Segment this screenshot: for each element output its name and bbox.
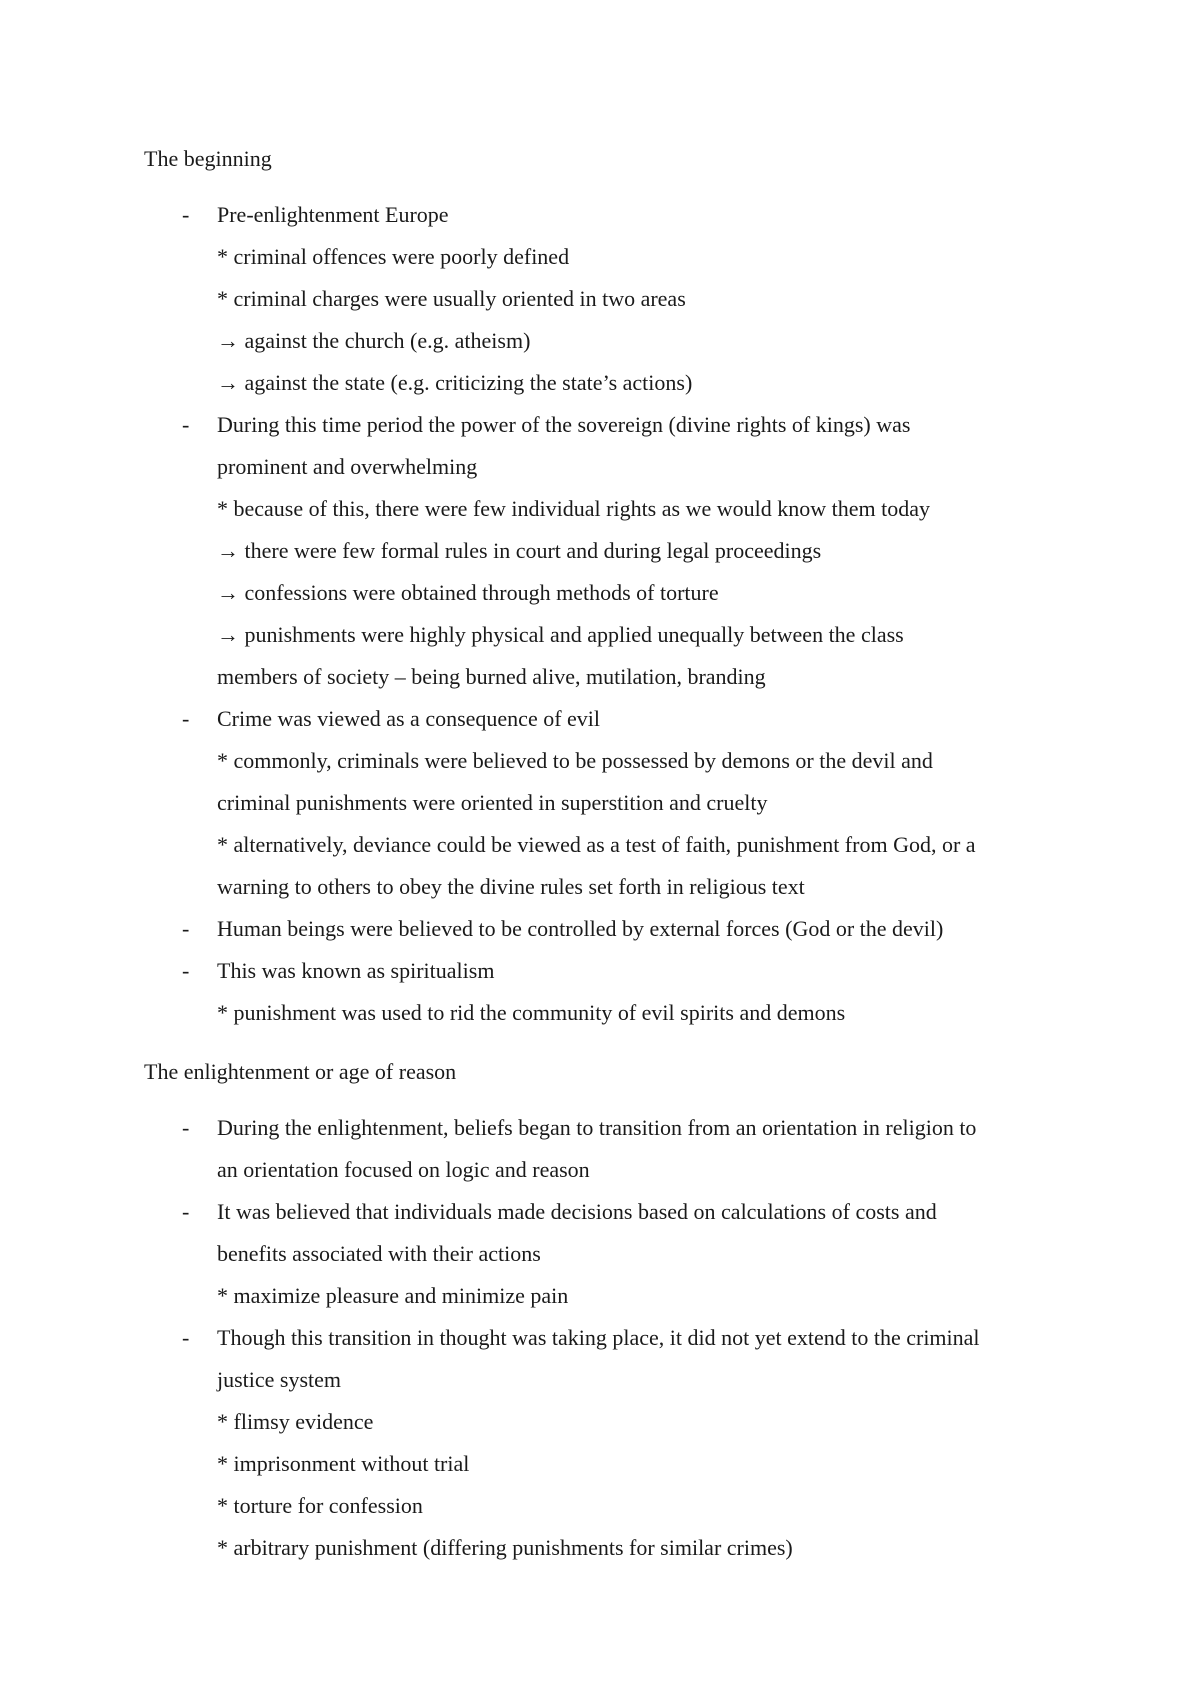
section-heading: The beginning xyxy=(144,146,272,171)
bullet-item: Human beings were believed to be controlled by external forces (God or the devil) xyxy=(217,916,944,941)
sub-item: * criminal offences were poorly defined xyxy=(217,244,570,269)
bullet-item: Though this transition in thought was taking place, it did not yet extend to the criminal xyxy=(217,1325,980,1350)
sub-item: * arbitrary punishment (differing punishments for similar crimes) xyxy=(217,1535,793,1560)
bullet-item: During this time period the power of the sovereign (divine rights of kings) was xyxy=(217,412,911,437)
bullet-item: Crime was viewed as a consequence of evil xyxy=(217,706,601,731)
bullet-item-continuation: prominent and overwhelming xyxy=(217,454,478,479)
sub-item: * maximize pleasure and minimize pain xyxy=(217,1283,569,1308)
bullet-item-continuation: justice system xyxy=(217,1367,342,1392)
bullet-item-continuation: an orientation focused on logic and reason xyxy=(217,1157,590,1182)
arrow-item: → confessions were obtained through methods of torture xyxy=(217,580,719,605)
bullet-item: This was known as spiritualism xyxy=(217,958,495,983)
bullet-dash: - xyxy=(182,1115,190,1140)
bullet-item: Pre-enlightenment Europe xyxy=(217,202,449,227)
arrow-item: → there were few formal rules in court and during legal proceedings xyxy=(217,538,822,563)
sub-item: * punishment was used to rid the community of evil spirits and demons xyxy=(217,1000,846,1025)
bullet-dash: - xyxy=(182,1199,190,1224)
sub-item-continuation: criminal punishments were oriented in superstition and cruelty xyxy=(217,790,768,815)
sub-item: * commonly, criminals were believed to be possessed by demons or the devil and xyxy=(217,748,933,773)
bullet-dash: - xyxy=(182,916,190,941)
sub-item: * because of this, there were few individual rights as we would know them today xyxy=(217,496,930,521)
bullet-dash: - xyxy=(182,1325,190,1350)
arrow-item: → punishments were highly physical and applied unequally between the class xyxy=(217,622,904,647)
bullet-item: During the enlightenment, beliefs began to transition from an orientation in religion to xyxy=(217,1115,977,1140)
sub-item: * torture for confession xyxy=(217,1493,423,1518)
bullet-dash: - xyxy=(182,958,190,983)
sub-item-continuation: warning to others to obey the divine rules set forth in religious text xyxy=(217,874,805,899)
bullet-dash: - xyxy=(182,202,190,227)
sub-item: * alternatively, deviance could be viewed as a test of faith, punishment from God, or a xyxy=(217,832,976,857)
bullet-dash: - xyxy=(182,706,190,731)
sub-item: * flimsy evidence xyxy=(217,1409,374,1434)
bullet-dash: - xyxy=(182,412,190,437)
sub-item: * imprisonment without trial xyxy=(217,1451,470,1476)
arrow-item: → against the state (e.g. criticizing the state’s actions) xyxy=(217,370,693,395)
bullet-item-continuation: benefits associated with their actions xyxy=(217,1241,541,1266)
section-heading: The enlightenment or age of reason xyxy=(144,1059,457,1084)
arrow-item: → against the church (e.g. atheism) xyxy=(217,328,531,353)
sub-item: * criminal charges were usually oriented in two areas xyxy=(217,286,686,311)
bullet-item: It was believed that individuals made decisions based on calculations of costs and xyxy=(217,1199,937,1224)
arrow-item-continuation: members of society – being burned alive, mutilation, branding xyxy=(217,664,766,689)
